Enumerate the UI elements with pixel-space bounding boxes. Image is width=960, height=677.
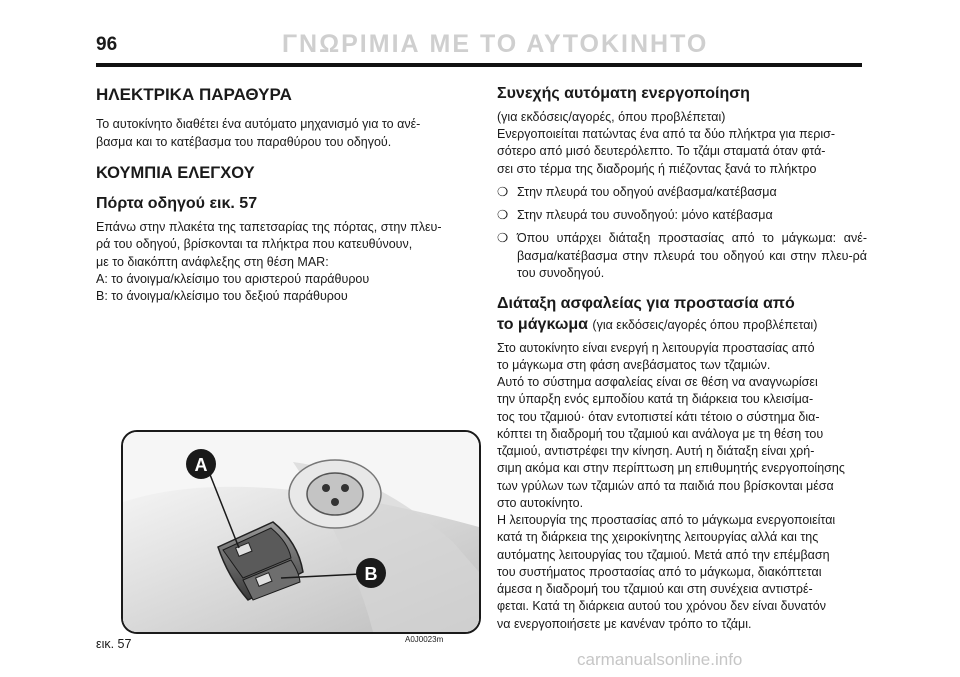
text-line: φεται. Κατά τη διάρκεια αυτού του χρόνου δεν είναι δυνατόν bbox=[497, 599, 826, 614]
list-item: ❍ Στην πλευρά του οδηγού ανέβασμα/κατέβασμα bbox=[497, 184, 867, 201]
text-line: του συστήματος προστασίας από το μάγκωμα, διακόπτεται bbox=[497, 564, 822, 579]
text-line: σιμη ακόμα και στην περίπτωση μη επιθυμητής ενεργοποίησης bbox=[497, 461, 845, 476]
callout-label-b: B bbox=[364, 564, 378, 584]
anti-pinch-paragraph bbox=[497, 340, 867, 633]
section-heading-control-buttons: ΚΟΥΜΠΙΑ ΕΛΕΓΧΟΥ bbox=[96, 163, 255, 182]
section-heading-electric-windows: ΗΛΕΚΤΡΙΚΑ ΠΑΡΑΘΥΡΑ bbox=[96, 85, 292, 104]
text-line: να ενεργοποιήσετε με κανέναν τρόπο το τζάμι. bbox=[497, 616, 752, 631]
list-item: ❍ Όπου υπάρχει διάταξη προστασίας από το μάγκωμα: ανέ-βασμα/κατέβασμα στην πλευρά του οδηγού και στην πλευ-ρά του συνοδηγού. bbox=[497, 231, 867, 280]
applicability-note: (για εκδόσεις/αγορές όπου προβλέπεται) bbox=[592, 317, 818, 332]
driver-door-paragraph bbox=[96, 219, 473, 305]
text-line: κόπτει τη διαδρομή του τζαμιού και ανάλογα με τη θέση του bbox=[497, 426, 824, 441]
list-item: ❍ Στην πλευρά του συνοδηγού: μόνο κατέβασμα bbox=[497, 207, 867, 224]
text-line: με το διακόπτη ανάφλεξης στη θέση MAR: bbox=[96, 254, 329, 269]
text-line: Ενεργοποιείται πατώντας ένα από τα δύο πλήκτρα για περισ- bbox=[497, 127, 835, 142]
left-column bbox=[96, 84, 473, 305]
text-line: τος του τζαμιού· όταν εντοπιστεί κάτι τέτοιο ο σύστημα δια- bbox=[497, 409, 820, 424]
figure-code: A0J0023m bbox=[405, 635, 444, 644]
intro-paragraph bbox=[96, 116, 473, 151]
text-line: Η λειτουργία της προστασίας από το μάγκωμα ενεργοποιείται bbox=[497, 513, 836, 528]
watermark: carmanualsonline.info bbox=[577, 650, 743, 669]
callout-label-a: A bbox=[194, 455, 208, 475]
text-line: B: το άνοιγμα/κλείσιμο του δεξιού παράθυρου bbox=[96, 289, 348, 304]
text-line: σότερο από μισό δευτερόλεπτο. Το τζάμι σταματά όταν φτά- bbox=[497, 144, 826, 159]
bullet-list bbox=[497, 184, 867, 282]
text-line: ρά του οδηγού, βρίσκονται τα πλήκτρα που κατευθύνουν, bbox=[96, 237, 413, 252]
text-line: το μάγκωμα στη φάση ανεβάσματος των τζαμιών. bbox=[497, 357, 771, 372]
section-heading-anti-pinch: Διάταξη ασφαλείας για προστασία από το μάγκωμα (για εκδόσεις/αγορές όπου προβλέπεται) bbox=[497, 295, 818, 333]
chapter-title: ΓΝΩΡΙΜΙΑ ΜΕ ΤΟ ΑΥΤΟΚΙΝΗΤΟ bbox=[282, 30, 709, 58]
text-line: στο αυτοκίνητο. bbox=[497, 495, 584, 510]
section-heading-continuous-auto: Συνεχής αυτόματη ενεργοποίηση bbox=[497, 85, 750, 102]
text-line: κατά τη διάρκεια της χειροκίνητης λειτουργίας αλλά και της bbox=[497, 530, 819, 545]
text-line: βασμα και το κατέβασμα του παραθύρου του οδηγού. bbox=[96, 134, 392, 149]
text-line: τζαμιού, αντιστρέφει την κίνηση. Αυτή η διάταξη είναι χρή- bbox=[497, 444, 815, 459]
subsection-heading-driver-door: Πόρτα οδηγού εικ. 57 bbox=[96, 195, 258, 213]
figure-caption: εικ. 57 bbox=[96, 637, 132, 651]
bullet-circle-icon: ❍ bbox=[497, 208, 509, 223]
text-line: Στο αυτοκίνητο είναι ενεργή η λειτουργία προστασίας από bbox=[497, 340, 815, 355]
header-rule bbox=[96, 63, 862, 67]
bullet-circle-icon: ❍ bbox=[497, 184, 509, 199]
text-line: άμεσα η διαδρομή του τζαμιού και στη συνέχεια αντιστρέ- bbox=[497, 582, 813, 597]
text-line: Αυτό το σύστημα ασφαλείας είναι σε θέση να αναγνωρίσει bbox=[497, 375, 818, 390]
text-line: Επάνω στην πλακέτα της ταπετσαρίας της πόρτας, στην πλευ- bbox=[96, 220, 442, 235]
text-line: των γρύλων των τζαμιών από τα παιδιά που βρίσκονται μέσα bbox=[497, 478, 834, 493]
text-line: A: το άνοιγμα/κλείσιμο του αριστερού παράθυρου bbox=[96, 271, 370, 286]
figure-57-window-switches bbox=[121, 430, 481, 634]
text-line: Το αυτοκίνητο διαθέτει ένα αυτόματο μηχανισμό για το ανέ- bbox=[96, 117, 421, 132]
continuous-auto-paragraph bbox=[497, 126, 867, 178]
bullet-circle-icon: ❍ bbox=[497, 231, 509, 246]
text-line: την ύπαρξη ενός εμποδίου κατά τη διάρκεια του κλεισίμα- bbox=[497, 392, 814, 407]
right-column bbox=[497, 84, 867, 633]
page-number: 96 bbox=[96, 34, 118, 55]
text-line: σει στο τέρμα της διαδρομής ή πιέζοντας ξανά το πλήκτρο bbox=[497, 161, 817, 176]
anti-pinch-section bbox=[497, 294, 867, 633]
applicability-note: (για εκδόσεις/αγορές, όπου προβλέπεται) bbox=[497, 109, 726, 124]
text-line: αυτόματης λειτουργίας του τζαμιού. Μετά από την επέμβαση bbox=[497, 547, 830, 562]
door-panel-illustration bbox=[123, 432, 479, 632]
